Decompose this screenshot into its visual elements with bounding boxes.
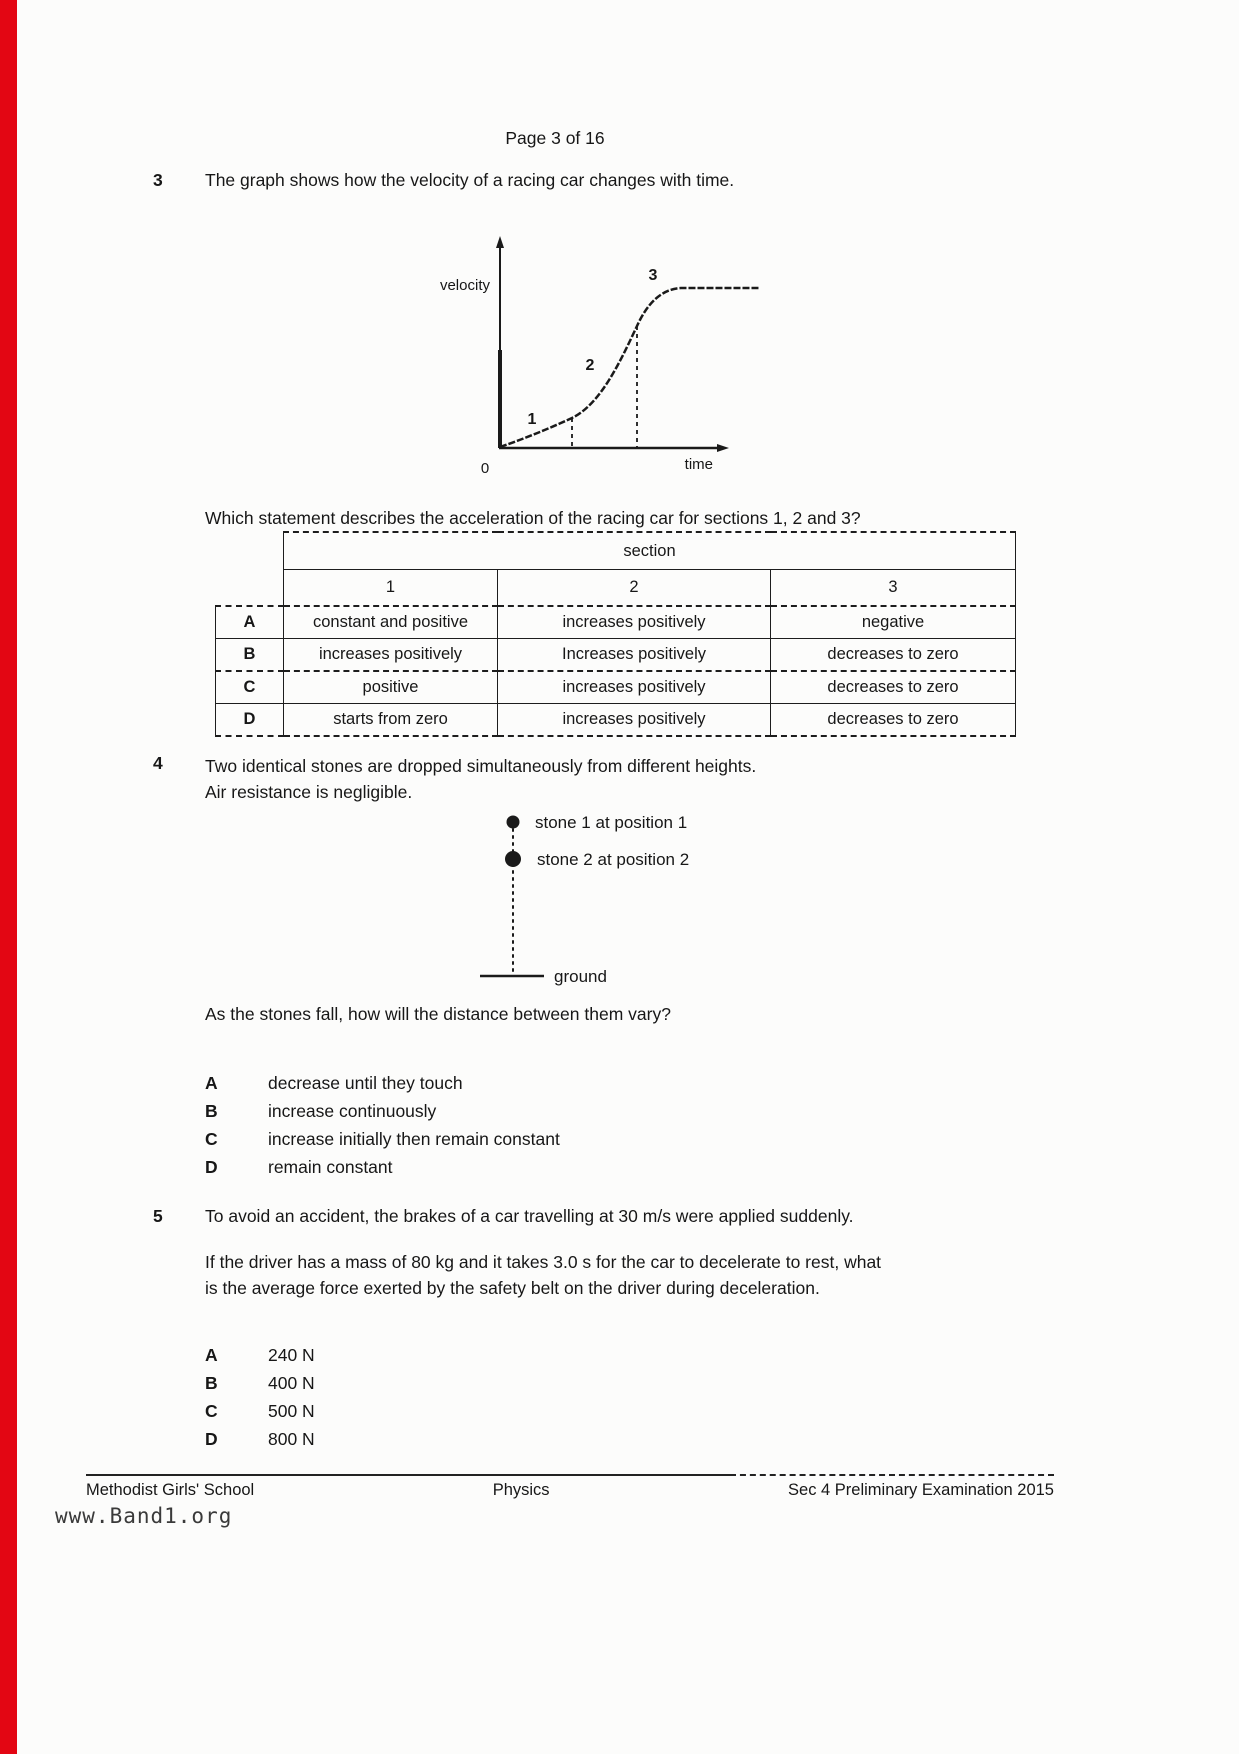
q4-question-text: As the stones fall, how will the distance between them vary? <box>205 1004 671 1024</box>
table-cell: positive <box>284 671 498 704</box>
footer-exam-name: Sec 4 Preliminary Examination 2015 <box>788 1481 1054 1499</box>
page-number-header: Page 3 of 16 <box>505 128 605 148</box>
table-corner-spacer <box>216 570 284 607</box>
option-letter: D <box>205 1157 218 1177</box>
table-corner-spacer <box>216 532 284 570</box>
option-letter: A <box>205 1345 218 1365</box>
table-row <box>216 671 1016 704</box>
table-row <box>216 639 1016 672</box>
stone1-icon <box>507 816 520 829</box>
curve-section2-label: 2 <box>585 357 595 374</box>
option-letter: C <box>205 1401 218 1421</box>
q4-option-b <box>205 1101 1005 1129</box>
table-column-header-row <box>216 570 1016 607</box>
column-header-3: 3 <box>771 570 1016 607</box>
q4-options <box>205 1073 1005 1185</box>
table-group-header: section <box>284 532 1016 570</box>
q5-body-line2: is the average force exerted by the safety belt on the driver during deceleration. <box>205 1278 820 1298</box>
footer-school-name: Methodist Girls' School <box>86 1481 255 1499</box>
table-cell: increases positively <box>284 639 498 672</box>
row-letter: D <box>216 704 284 737</box>
q3-question-text: Which statement describes the acceleration of the racing car for sections 1, 2 and 3? <box>205 508 861 528</box>
table-cell: negative <box>771 606 1016 639</box>
velocity-time-graph <box>383 228 783 478</box>
q4-intro-line1: Two identical stones are dropped simultaneously from different heights. <box>205 756 757 776</box>
q5-option-b <box>205 1373 705 1401</box>
x-axis-label: time <box>684 456 713 473</box>
curve-section3-label: 3 <box>648 267 658 284</box>
q5-intro-text: To avoid an accident, the brakes of a car travelling at 30 m/s were applied suddenly. <box>205 1206 854 1226</box>
table-cell: decreases to zero <box>771 671 1016 704</box>
q5-body-line1: If the driver has a mass of 80 kg and it takes 3.0 s for the car to decelerate to rest, what <box>205 1252 882 1272</box>
footer-subject: Physics <box>492 1481 550 1499</box>
option-text: 800 N <box>268 1429 315 1449</box>
falling-stones-diagram <box>478 806 778 996</box>
option-letter: B <box>205 1373 218 1393</box>
q4-intro-text <box>205 753 756 805</box>
stone2-icon <box>505 851 521 867</box>
row-letter: C <box>216 671 284 704</box>
q5-option-c <box>205 1401 705 1429</box>
option-letter: C <box>205 1129 218 1149</box>
table-row <box>216 606 1016 639</box>
footer-rule-solid <box>86 1474 730 1476</box>
q5-body <box>205 1249 1185 1301</box>
option-text: decrease until they touch <box>268 1073 463 1093</box>
q4-number: 4 <box>153 753 163 773</box>
option-letter: A <box>205 1073 218 1093</box>
q3-intro-row <box>153 170 1103 191</box>
table-cell: Increases positively <box>498 639 771 672</box>
q3-answer-table <box>215 531 1016 737</box>
footer <box>86 1481 1054 1500</box>
table-cell: decreases to zero <box>771 704 1016 737</box>
q4-intro-row <box>153 753 1133 805</box>
stone2-label: stone 2 at position 2 <box>537 850 690 869</box>
q4-option-c <box>205 1129 1005 1157</box>
y-axis-label: velocity <box>439 277 490 294</box>
option-text: increase continuously <box>268 1101 437 1121</box>
left-red-margin-bar <box>0 0 17 1754</box>
column-header-2: 2 <box>498 570 771 607</box>
q3-number: 3 <box>153 170 163 190</box>
table-cell: increases positively <box>498 606 771 639</box>
x-axis-arrow-icon <box>717 444 729 452</box>
ground-label: ground <box>554 967 607 986</box>
table-cell: increases positively <box>498 704 771 737</box>
velocity-curve <box>500 288 759 447</box>
origin-label: 0 <box>480 460 490 477</box>
table-cell: decreases to zero <box>771 639 1016 672</box>
table-cell: constant and positive <box>284 606 498 639</box>
option-letter: D <box>205 1429 218 1449</box>
q3-intro-text: The graph shows how the velocity of a racing car changes with time. <box>205 170 735 190</box>
option-text: 400 N <box>268 1373 315 1393</box>
option-text: increase initially then remain constant <box>268 1129 560 1149</box>
y-axis-arrow-icon <box>496 236 504 248</box>
table-group-header-row <box>216 532 1016 570</box>
row-letter: B <box>216 639 284 672</box>
table-row <box>216 704 1016 737</box>
stone1-label: stone 1 at position 1 <box>535 813 688 832</box>
q4-intro-line2: Air resistance is negligible. <box>205 782 413 802</box>
table-cell: increases positively <box>498 671 771 704</box>
option-text: 240 N <box>268 1345 315 1365</box>
curve-section1-label: 1 <box>527 411 537 428</box>
row-letter: A <box>216 606 284 639</box>
q5-option-d <box>205 1429 705 1457</box>
q5-intro-row <box>153 1206 1153 1227</box>
table-cell: starts from zero <box>284 704 498 737</box>
footer-rule-dashed <box>730 1474 1054 1476</box>
column-header-1: 1 <box>284 570 498 607</box>
q5-number: 5 <box>153 1206 163 1226</box>
q4-option-d <box>205 1157 1005 1185</box>
option-text: remain constant <box>268 1157 393 1177</box>
q4-option-a <box>205 1073 1005 1101</box>
watermark-url: www.Band1.org <box>55 1504 233 1528</box>
option-text: 500 N <box>268 1401 315 1421</box>
option-letter: B <box>205 1101 218 1121</box>
q5-options <box>205 1345 705 1457</box>
q5-option-a <box>205 1345 705 1373</box>
